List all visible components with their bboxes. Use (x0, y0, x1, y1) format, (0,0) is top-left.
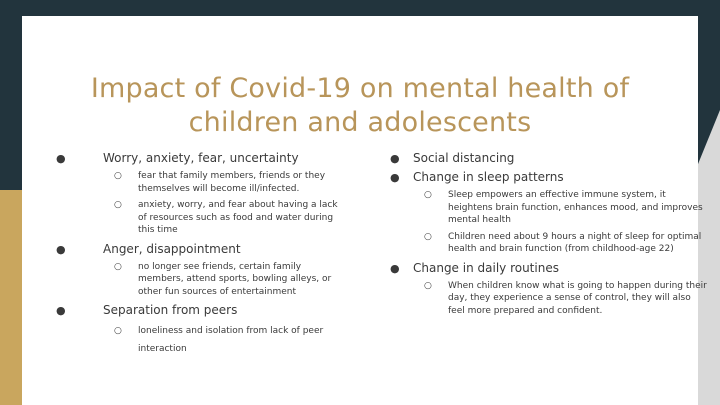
bullet-dot-icon: ● (56, 304, 66, 317)
sub-bullet-text: no longer see friends, certain family members, attend sports, bowling alleys, or other fun sources of entertainment (138, 261, 332, 297)
left-column (56, 150, 346, 362)
bullet-dot-icon: ● (390, 152, 400, 165)
bullet-anger (56, 241, 346, 258)
sub-bullet-icon: ○ (114, 326, 122, 336)
bullet-dot-icon: ● (390, 261, 400, 275)
sub-bullet-icon: ○ (424, 280, 432, 291)
sub-bullet-text: When children know what is going to happen during their day, they experience a sense of control, they will also feel more prepared and confident. (448, 280, 707, 316)
bullet-worry (56, 150, 346, 167)
sub-bullet (390, 231, 710, 256)
bullet-dot-icon: ● (56, 152, 66, 165)
title-line-1: Impact of Covid-19 on mental health of (90, 73, 630, 104)
sub-bullet-text: Children need about 9 hours a night of sleep for optimal health and brain function (from childhood-age 22) (448, 231, 702, 254)
bullet-label: Worry, anxiety, fear, uncertainty (103, 151, 299, 165)
bullet-label: Social distancing (413, 151, 515, 165)
sub-bullet-text: anxiety, worry, and fear about having a lack of resources such as food and water during this time (138, 200, 338, 235)
sub-bullet-icon: ○ (424, 231, 432, 242)
sub-bullet (390, 189, 710, 227)
bullet-separation (56, 302, 346, 319)
bullet-label: Anger, disappointment (103, 241, 241, 256)
sub-bullet (390, 280, 710, 318)
bullet-dot-icon: ● (56, 242, 66, 256)
right-column (390, 150, 710, 321)
sub-bullet-text: loneliness and isolation from lack of peer interaction (138, 326, 324, 354)
bullet-social-distancing (390, 150, 710, 167)
bullet-dot-icon: ● (390, 171, 400, 184)
bullet-daily-routines (390, 260, 710, 277)
slide-title (0, 72, 720, 140)
sub-bullet (56, 322, 346, 358)
bullet-label: Separation from peers (103, 303, 238, 317)
bullet-label: Change in sleep patterns (413, 170, 564, 184)
sub-bullet (56, 199, 346, 237)
sub-bullet-text: Sleep empowers an effective immune system, it heightens brain function, enhances mood, and improves mental health (448, 190, 703, 225)
sub-bullet (56, 170, 346, 195)
sub-bullet-icon: ○ (114, 200, 122, 210)
sub-bullet (56, 261, 346, 299)
bullet-sleep (390, 169, 710, 186)
sub-bullet-icon: ○ (114, 261, 122, 272)
sub-bullet-icon: ○ (424, 190, 432, 200)
title-line-2: children and adolescents (188, 107, 532, 138)
bullet-label: Change in daily routines (413, 260, 559, 275)
sub-bullet-text: fear that family members, friends or they themselves will become ill/infected. (138, 171, 326, 194)
sub-bullet-icon: ○ (114, 171, 122, 181)
